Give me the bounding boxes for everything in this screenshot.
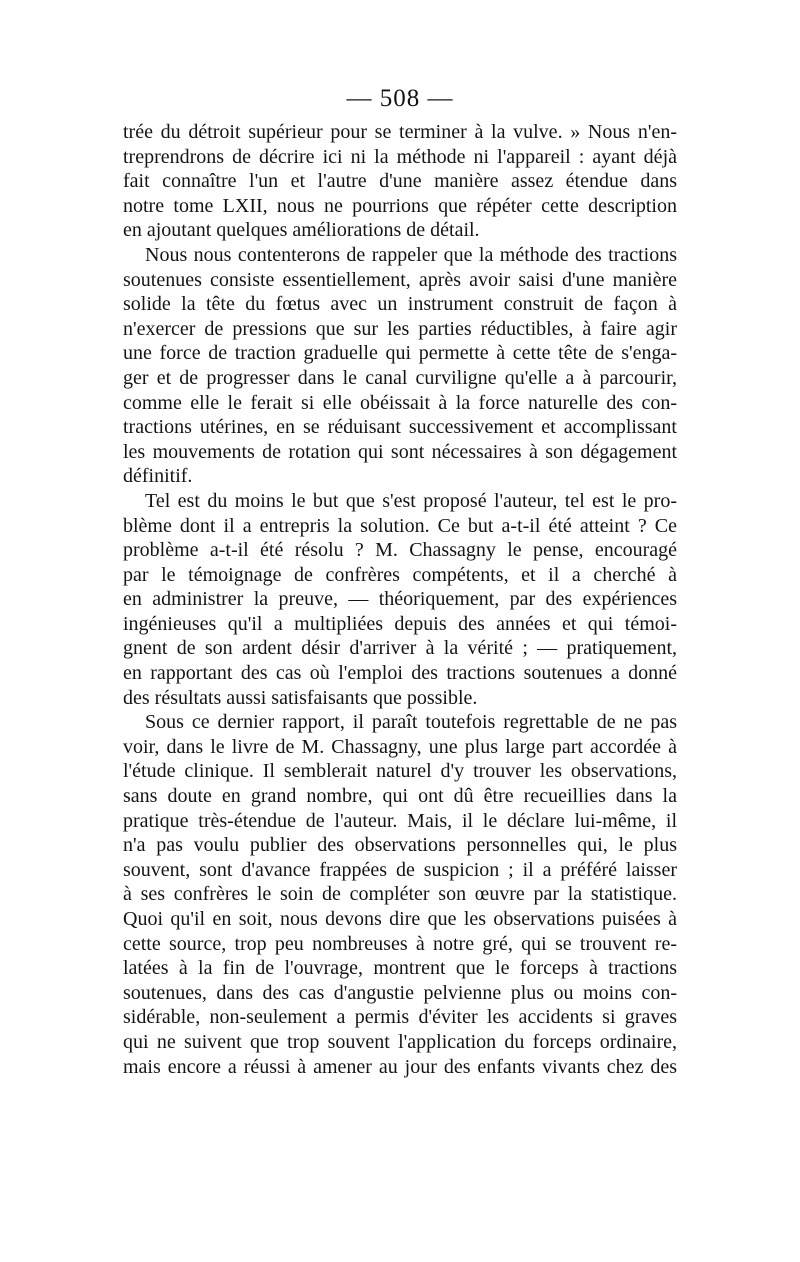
text-line: treprendrons de décrire ici ni la méthode ni l'appareil : ayant déjà — [123, 145, 677, 168]
text-line: pratique très-étendue de l'auteur. Mais, il le déclare lui-même, il — [123, 809, 677, 832]
text-line: en rapportant des cas où l'emploi des tractions soutenues a donné — [123, 662, 677, 685]
text-line: cette source, trop peu nombreuses à notre gré, qui se trouvent re- — [123, 932, 677, 955]
text-line: n'exercer de pressions que sur les parties réductibles, à faire agir — [123, 317, 677, 340]
text-line: mais encore a réussi à amener au jour des enfants vivants chez des — [123, 1055, 677, 1078]
text-line: ingénieuses qu'il a multipliées depuis des années et qui témoi- — [123, 612, 677, 635]
text-line: notre tome LXII, nous ne pourrions que répéter cette description — [123, 194, 677, 217]
text-line: gnent de son ardent désir d'arriver à la vérité ; — pratiquement, — [123, 637, 677, 660]
text-line: latées à la fin de l'ouvrage, montrent que le forceps à tractions — [123, 957, 677, 980]
text-line: problème a-t-il été résolu ? M. Chassagny le pense, encouragé — [123, 539, 677, 562]
text-line: des résultats aussi satisfaisants que possible. — [123, 686, 478, 709]
text-line: n'a pas voulu publier des observations personnelles qui, le plus — [123, 834, 677, 857]
text-line: par le témoignage de confrères compétents, et il a cherché à — [123, 563, 677, 586]
text-line: les mouvements de rotation qui sont nécessaires à son dégagement — [123, 440, 677, 463]
text-line: blème dont il a entrepris la solution. Ce but a-t-il été atteint ? Ce — [123, 514, 677, 537]
text-line: Quoi qu'il en soit, nous devons dire que les observations puisées à — [123, 908, 677, 930]
text-line: l'étude clinique. Il semblerait naturel d'y trouver les observations, — [123, 760, 677, 783]
text-line: à ses confrères le soin de compléter son œuvre par la statistique. — [123, 883, 677, 906]
text-line: en administrer la preuve, — théoriquement, par des expériences — [123, 588, 677, 611]
page-number: — 508 — — [346, 85, 454, 112]
text-line: fait connaître l'un et l'autre d'une manière assez étendue dans — [123, 170, 677, 193]
text-line: Sous ce dernier rapport, il paraît toutefois regrettable de ne pas — [145, 711, 677, 734]
text-line: sans doute en grand nombre, qui ont dû être recueillies dans la — [123, 785, 677, 808]
text-line: ger et de progresser dans le canal curviligne qu'elle a à parcourir, — [123, 366, 677, 389]
text-line: Tel est du moins le but que s'est proposé l'auteur, tel est le pro- — [145, 489, 677, 512]
text-line: comme elle le ferait si elle obéissait à la force naturelle des con- — [123, 391, 677, 414]
text-line: trée du détroit supérieur pour se terminer à la vulve. » Nous n'en- — [123, 121, 677, 143]
text-line: sidérable, non-seulement a permis d'éviter les accidents si graves — [123, 1006, 677, 1029]
text-line: soutenues consiste essentiellement, après avoir saisi d'une manière — [123, 268, 677, 291]
text-line: soutenues, dans des cas d'angustie pelvienne plus ou moins con- — [123, 981, 677, 1004]
text-line: une force de traction graduelle qui permette à cette tête de s'enga- — [123, 342, 677, 365]
text-line: voir, dans le livre de M. Chassagny, une plus large part accordée à — [123, 735, 677, 758]
text-line: Nous nous contenterons de rappeler que la méthode des tractions — [145, 243, 677, 266]
text-line: en ajoutant quelques améliorations de détail. — [123, 219, 480, 242]
body-text — [123, 120, 677, 1079]
text-line: solide la tête du fœtus avec un instrument construit de façon à — [123, 293, 677, 316]
text-line: définitif. — [123, 465, 193, 488]
text-line: qui ne suivent que trop souvent l'application du forceps ordinaire, — [123, 1030, 677, 1053]
text-line: tractions utérines, en se réduisant successivement et accomplissant — [123, 416, 677, 439]
text-line: souvent, sont d'avance frappées de suspicion ; il a préféré laisser — [123, 858, 677, 881]
